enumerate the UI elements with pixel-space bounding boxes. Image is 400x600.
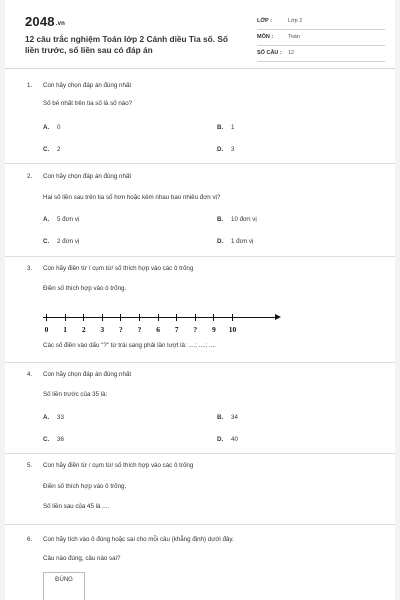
question-instruction: Con hãy chọn đáp án đúng nhất	[43, 371, 132, 378]
question-instruction: Con hãy chọn đáp án đúng nhất	[43, 82, 132, 89]
number-line-blank[interactable]: ?	[193, 325, 198, 334]
number-line-tick	[176, 314, 177, 321]
number-line-blank[interactable]: ?	[119, 325, 123, 334]
question-followup: Số liền sau của 45 là ....	[43, 503, 110, 510]
true-column-header: ĐÚNG	[55, 577, 73, 583]
answer-option-c[interactable]: C. 2	[43, 146, 61, 153]
question-instruction: Con hãy tích vào ô đúng hoặc sai cho mỗi câu (khẳng định) dưới đây.	[43, 536, 234, 543]
answer-option-b[interactable]: B. 34	[217, 414, 238, 421]
answer-option-d[interactable]: D. 40	[217, 436, 238, 443]
question-instruction: Con hãy điền từ / cụm từ/ số thích hợp vào các ô trống	[43, 462, 194, 469]
meta-label: SỐ CÂU :	[257, 50, 282, 56]
question-divider	[5, 362, 395, 363]
number-line-label: 0	[44, 325, 49, 334]
number-line-label: 9	[212, 325, 216, 334]
meta-label: LỚP :	[257, 18, 272, 24]
question-number: 5.	[27, 462, 33, 469]
number-line-tick	[195, 314, 196, 321]
question-text: Điền số thích hợp vào ô trống.	[43, 483, 127, 490]
question-instruction: Con hãy chọn đáp án đúng nhất	[43, 173, 132, 180]
question-number: 4.	[27, 371, 33, 378]
answer-option-d[interactable]: D. 3	[217, 146, 235, 153]
number-line-label: 6	[156, 325, 160, 334]
page-title: 12 câu trắc nghiệm Toán lớp 2 Cánh diều Tia số. Số liền trước, số liền sau có đáp án	[25, 34, 228, 55]
question-number: 3.	[27, 265, 33, 272]
worksheet-meta	[257, 16, 385, 64]
question-instruction: Con hãy điền từ / cụm từ/ số thích hợp vào các ô trống	[43, 265, 194, 272]
question-text: Câu nào đúng, câu nào sai?	[43, 555, 121, 562]
answer-option-a[interactable]: A. 5 đơn vị	[43, 216, 80, 223]
answer-option-b[interactable]: B. 10 đơn vị	[217, 216, 257, 223]
worksheet-page	[5, 0, 395, 600]
logo-text: 2048	[25, 14, 55, 29]
number-line-tick	[102, 314, 103, 321]
answer-option-a[interactable]: A. 0	[43, 124, 61, 131]
question-number: 6.	[27, 536, 33, 543]
header-divider	[5, 68, 395, 69]
meta-value: 12	[288, 50, 295, 56]
question-divider	[5, 163, 395, 164]
question-followup: Các số điền vào dấu "?" từ trái sang phải lần lượt là: ....; ....; ....	[43, 342, 216, 349]
question-text: Hai số liền sau trên tia số hơn hoặc kém nhau bao nhiêu đơn vị?	[43, 194, 221, 201]
number-line-label: 3	[100, 325, 105, 334]
meta-label: MÔN :	[257, 34, 274, 40]
meta-row-subject	[257, 32, 385, 46]
answer-option-c[interactable]: C. 36	[43, 436, 64, 443]
answer-option-b[interactable]: B. 1	[217, 124, 235, 131]
number-line-tick	[83, 314, 84, 321]
number-line-tick	[120, 314, 121, 321]
question-text: Số bé nhất trên tia số là số nào?	[43, 100, 133, 107]
question-text: Số liền trước của 35 là:	[43, 391, 108, 398]
answer-option-d[interactable]: D. 1 đơn vị	[217, 238, 254, 245]
question-divider	[5, 524, 395, 525]
number-line-axis	[43, 317, 277, 318]
question-number: 2.	[27, 173, 33, 180]
question-divider	[5, 256, 395, 257]
meta-row-class	[257, 16, 385, 30]
number-line-tick	[65, 314, 66, 321]
answer-option-c[interactable]: C. 2 đơn vị	[43, 238, 80, 245]
meta-value: Toán	[288, 34, 300, 40]
meta-row-question-count	[257, 48, 385, 62]
worksheet-header	[25, 14, 385, 64]
number-line-tick	[158, 314, 159, 321]
number-line-tick	[46, 314, 47, 321]
site-logo[interactable]	[25, 14, 65, 29]
number-line-label: 7	[174, 325, 179, 334]
number-line-tick	[213, 314, 214, 321]
number-line-label: 10	[228, 325, 237, 334]
number-line-tick	[139, 314, 140, 321]
number-line-label: 1	[63, 325, 67, 334]
number-line-blank[interactable]: ?	[137, 325, 142, 334]
true-false-table	[43, 572, 85, 600]
logo-suffix: .vn	[55, 21, 66, 27]
number-line-label: 2	[81, 325, 86, 334]
number-line	[43, 313, 283, 343]
meta-value: Lớp 2	[288, 18, 303, 24]
question-divider	[5, 453, 395, 454]
number-line-tick	[232, 314, 233, 321]
question-number: 1.	[27, 82, 33, 89]
answer-option-a[interactable]: A. 33	[43, 414, 64, 421]
question-text: Điền số thích hợp vào ô trống.	[43, 285, 127, 292]
number-line-arrow	[275, 314, 281, 320]
